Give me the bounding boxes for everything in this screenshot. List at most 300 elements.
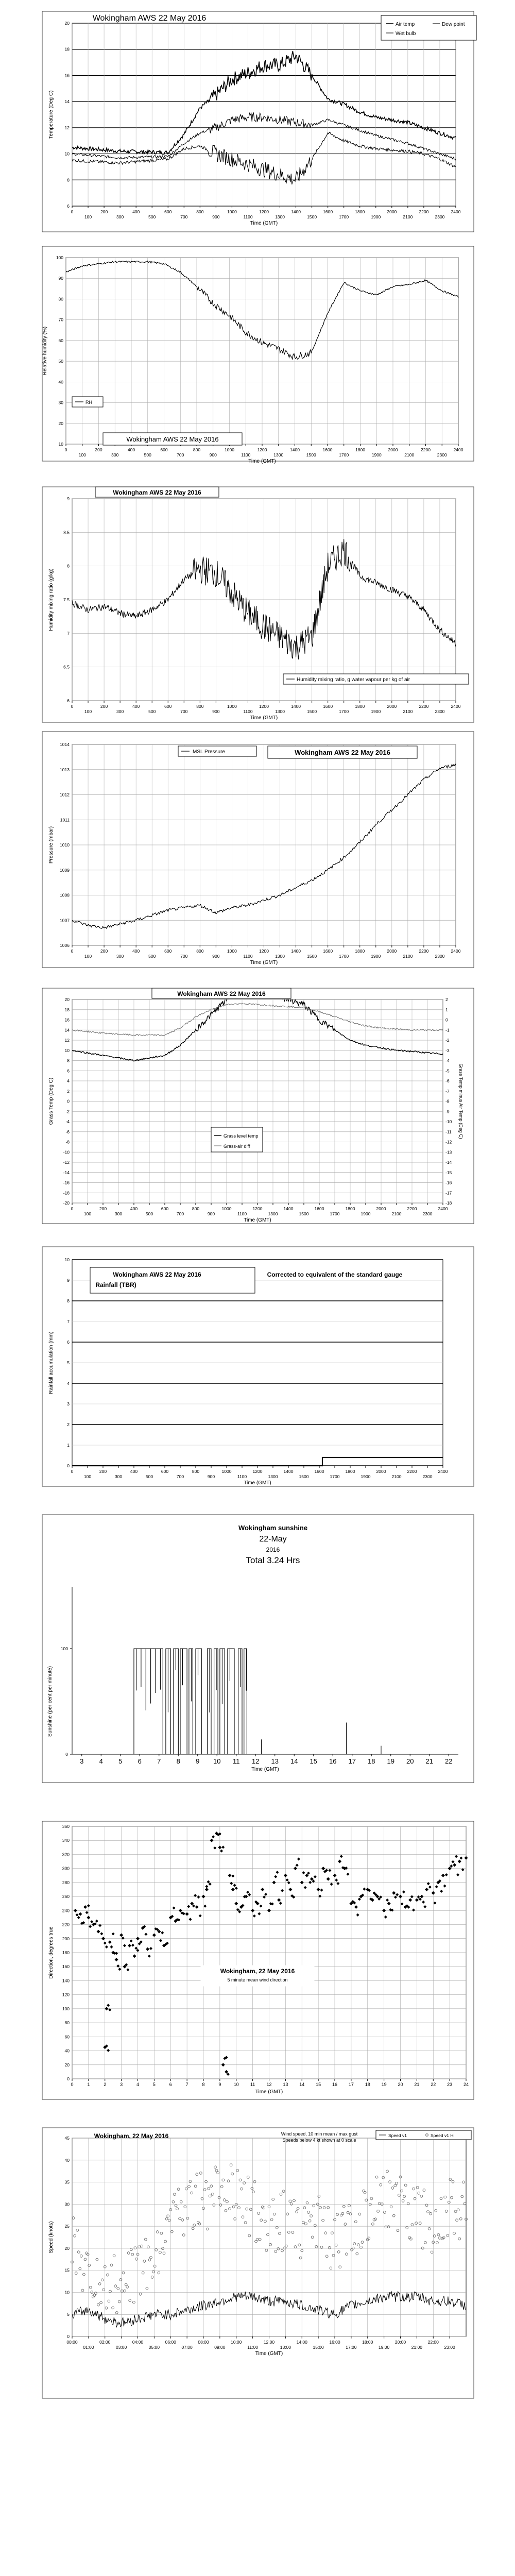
x-tick-label: 1400 <box>290 447 300 452</box>
x-tick-label: 4 <box>99 1757 103 1765</box>
x-tick-label: 200 <box>100 704 108 709</box>
y-tick-label: 90 <box>58 276 63 281</box>
chart-title: Wokingham AWS 22 May 2016 <box>295 749 390 756</box>
x-tick-label: 1500 <box>299 1474 309 1479</box>
x-tick-label: 1700 <box>339 709 349 714</box>
y-tick-label: 1010 <box>60 842 70 848</box>
x-tick-label: 2400 <box>451 209 461 214</box>
x-tick-label: 1000 <box>221 1206 232 1211</box>
y-tick-label: 5 <box>67 1360 70 1365</box>
x-tick-label: 2400 <box>438 1206 448 1211</box>
x-tick-label: 2100 <box>403 214 413 219</box>
x-tick-label: 24 <box>463 2082 469 2087</box>
y-tick-label: 140 <box>62 1978 70 1984</box>
x-tick-label: 900 <box>209 452 217 457</box>
y-tick-label: 10 <box>64 1047 70 1053</box>
x-tick-label: 1300 <box>268 1474 278 1479</box>
x-tick-label: 900 <box>207 1474 215 1479</box>
y2-tick-label: -1 <box>445 1027 450 1033</box>
x-tick-label: 600 <box>160 447 168 452</box>
x-tick-label: 300 <box>116 709 124 714</box>
x-tick-label: 6 <box>138 1757 142 1765</box>
x-tick-label: 1800 <box>345 1206 355 1211</box>
x-tick-label: 2000 <box>376 1469 386 1474</box>
x-axis-label: Time (GMT) <box>255 2351 283 2357</box>
x-tick-label: 1600 <box>314 1206 324 1211</box>
x-tick-label: 2400 <box>438 1469 448 1474</box>
x-tick-label: 1200 <box>259 948 269 954</box>
x-tick-label: 2400 <box>451 948 461 954</box>
y-tick-label: 80 <box>58 296 63 302</box>
x-tick-label: 1700 <box>330 1474 340 1479</box>
x-tick-label: 400 <box>132 704 140 709</box>
y-tick-label: 0 <box>67 1463 70 1468</box>
y-tick-label: 30 <box>64 2201 70 2207</box>
x-tick-label: 03:00 <box>115 2345 127 2350</box>
x-tick-label: 900 <box>212 214 220 219</box>
x-tick-label: 600 <box>164 209 172 214</box>
x-tick-label: 800 <box>193 447 201 452</box>
y-tick-label: -2 <box>65 1109 70 1114</box>
x-tick-label: 1700 <box>339 452 349 457</box>
y-tick-label: 10 <box>64 151 70 157</box>
x-tick-label: 17 <box>348 2082 354 2087</box>
x-tick-label: 4 <box>136 2082 140 2087</box>
y-tick-label: 2 <box>67 1422 70 1427</box>
y2-tick-label: -10 <box>445 1119 452 1124</box>
y-tick-label: 7 <box>67 631 70 636</box>
x-tick-label: 1 <box>87 2082 90 2087</box>
x-tick-label: 13:00 <box>280 2345 291 2350</box>
x-tick-label: 0 <box>64 447 67 452</box>
x-tick-label: 2300 <box>437 452 447 457</box>
x-tick-label: 23 <box>447 2082 453 2087</box>
x-tick-label: 15:00 <box>313 2345 324 2350</box>
x-tick-label: 1100 <box>241 452 251 457</box>
x-tick-label: 2000 <box>388 447 398 452</box>
x-tick-label: 16 <box>329 1757 337 1765</box>
chart-subtitle-2: Speeds below 4 kt shown at 0 scale <box>282 2138 356 2143</box>
x-tick-label: 9 <box>218 2082 221 2087</box>
chart-year: 2016 <box>266 1546 280 1553</box>
x-tick-label: 400 <box>132 209 140 214</box>
x-tick-label: 1600 <box>323 209 333 214</box>
y-tick-label: 1011 <box>60 817 70 823</box>
y-tick-label: 20 <box>64 997 70 1002</box>
x-axis-label: Time (GMT) <box>250 221 278 226</box>
x-tick-label: 20:00 <box>394 2340 406 2345</box>
x-tick-label: 09:00 <box>214 2345 226 2350</box>
y-tick-label: 8 <box>67 1298 70 1303</box>
x-tick-label: 06:00 <box>165 2340 176 2345</box>
x-tick-label: 1200 <box>252 1469 263 1474</box>
y2-axis-label: Grass Temp minus Air Temp (Deg C) <box>458 1063 464 1139</box>
y-tick-label: 4 <box>67 1078 70 1083</box>
y-tick-label: 70 <box>58 317 63 323</box>
y-tick-label: 180 <box>62 1950 70 1955</box>
chart-total: Total 3.24 Hrs <box>246 1555 300 1565</box>
y-tick-label: 340 <box>62 1838 70 1843</box>
x-tick-label: 10:00 <box>231 2340 242 2345</box>
x-tick-label: 400 <box>130 1206 138 1211</box>
y2-tick-label: -3 <box>445 1047 450 1053</box>
y-tick-label: -4 <box>65 1119 70 1124</box>
x-tick-label: 13 <box>283 2082 288 2087</box>
y-axis-label: Rainfall accumulation (mm) <box>48 1331 54 1394</box>
chart-title: Wokingham AWS 22 May 2016 <box>126 435 219 443</box>
x-tick-label: 700 <box>180 214 188 219</box>
x-tick-label: 600 <box>164 948 172 954</box>
x-tick-label: 300 <box>111 452 119 457</box>
y2-tick-label: -16 <box>445 1180 452 1185</box>
x-tick-label: 10 <box>233 2082 239 2087</box>
y2-tick-label: -12 <box>445 1139 452 1145</box>
x-tick-label: 02:00 <box>99 2340 111 2345</box>
x-axis-label: Time (GMT) <box>244 1480 271 1486</box>
x-tick-label: 05:00 <box>148 2345 160 2350</box>
y-axis-label: Direction, degrees true <box>48 1926 54 1979</box>
x-tick-label: 1300 <box>268 1211 278 1216</box>
y-tick-label: 240 <box>62 1908 70 1913</box>
x-tick-label: 100 <box>78 452 86 457</box>
x-tick-label: 900 <box>207 1211 215 1216</box>
x-tick-label: 1300 <box>275 214 285 219</box>
x-tick-label: 1000 <box>225 447 234 452</box>
y-tick-label: 18 <box>64 1007 70 1012</box>
x-axis-label: Time (GMT) <box>251 1767 279 1772</box>
y-tick-label: 280 <box>62 1879 70 1885</box>
y-tick-label: 20 <box>64 21 70 26</box>
x-tick-label: 22 <box>445 1757 453 1765</box>
y-tick-label: 0 <box>65 1752 68 1757</box>
x-tick-label: 14:00 <box>296 2340 307 2345</box>
y-tick-label: 0 <box>67 2076 70 2081</box>
y-tick-label: -14 <box>63 1170 70 1175</box>
y-tick-label: 60 <box>64 2034 70 2040</box>
x-tick-label: 2000 <box>387 704 397 709</box>
x-tick-label: 0 <box>71 948 74 954</box>
y-tick-label: 100 <box>62 2006 70 2011</box>
chart-title: Wokingham, 22 May 2016 <box>220 1968 295 1975</box>
chart-subtitle: Corrected to equivalent of the standard gauge <box>267 1271 403 1278</box>
y2-tick-label: 2 <box>445 997 448 1002</box>
x-tick-label: 1100 <box>243 709 253 714</box>
x-tick-label: 14 <box>299 2082 305 2087</box>
x-tick-label: 21:00 <box>411 2345 423 2350</box>
x-tick-label: 500 <box>145 1211 153 1216</box>
x-tick-label: 800 <box>196 948 204 954</box>
y-tick-label: 120 <box>62 1992 70 1997</box>
y-tick-label: 1009 <box>60 867 70 873</box>
x-tick-label: 2300 <box>435 954 445 959</box>
x-tick-label: 600 <box>164 704 172 709</box>
x-tick-label: 2100 <box>391 1474 402 1479</box>
x-tick-label: 1700 <box>339 214 349 219</box>
y-tick-label: 30 <box>58 400 63 405</box>
y-tick-label: -12 <box>63 1160 70 1165</box>
x-tick-label: 2100 <box>403 954 413 959</box>
x-tick-label: 800 <box>196 209 204 214</box>
x-tick-label: 1100 <box>243 214 253 219</box>
x-tick-label: 1800 <box>345 1469 355 1474</box>
x-tick-label: 1400 <box>291 704 301 709</box>
y-axis-label: Speed (knots) <box>48 2221 54 2253</box>
legend-label: RH <box>85 400 92 405</box>
x-tick-label: 500 <box>148 214 156 219</box>
x-tick-label: 19:00 <box>378 2345 390 2350</box>
x-tick-label: 2000 <box>387 948 397 954</box>
y-tick-label: -6 <box>65 1129 70 1134</box>
x-tick-label: 22 <box>431 2082 436 2087</box>
x-tick-label: 1400 <box>291 948 301 954</box>
x-tick-label: 2 <box>104 2082 107 2087</box>
chart-title: Wokingham AWS 22 May 2016 <box>113 489 201 496</box>
y-tick-label: 360 <box>62 1824 70 1829</box>
x-tick-label: 1800 <box>355 209 365 214</box>
chart-title-line2: Rainfall (TBR) <box>95 1281 136 1289</box>
x-tick-label: 1000 <box>227 948 237 954</box>
x-tick-label: 500 <box>144 452 151 457</box>
x-tick-label: 23:00 <box>444 2345 455 2350</box>
x-tick-label: 1800 <box>355 704 365 709</box>
y-tick-label: 3 <box>67 1401 70 1406</box>
x-tick-label: 2200 <box>419 704 429 709</box>
x-tick-label: 500 <box>145 1474 153 1479</box>
x-tick-label: 2100 <box>403 709 413 714</box>
x-tick-label: 07:00 <box>181 2345 193 2350</box>
y-tick-label: 14 <box>64 99 70 105</box>
x-tick-label: 1300 <box>273 452 284 457</box>
x-tick-label: 17 <box>348 1757 356 1765</box>
x-tick-label: 20 <box>398 2082 403 2087</box>
y-tick-label: 100 <box>60 1646 68 1651</box>
y-tick-label: 1 <box>67 1443 70 1448</box>
x-tick-label: 08:00 <box>198 2340 209 2345</box>
x-tick-label: 20 <box>406 1757 414 1765</box>
x-tick-label: 1500 <box>299 1211 309 1216</box>
x-tick-label: 600 <box>161 1469 169 1474</box>
x-tick-label: 19 <box>387 1757 394 1765</box>
x-tick-label: 700 <box>180 954 188 959</box>
y-tick-label: 80 <box>64 2020 70 2026</box>
x-tick-label: 1100 <box>237 1211 247 1216</box>
chart-subtitle: 22-May <box>259 1535 287 1544</box>
x-tick-label: 1500 <box>307 954 317 959</box>
x-tick-label: 1600 <box>314 1469 324 1474</box>
x-tick-label: 18:00 <box>362 2340 373 2345</box>
x-tick-label: 1600 <box>323 948 333 954</box>
y-tick-label: 1014 <box>60 742 70 747</box>
x-tick-label: 100 <box>83 1474 92 1479</box>
x-tick-label: 1500 <box>307 214 317 219</box>
y-tick-label: 1013 <box>60 767 70 772</box>
y-tick-label: -18 <box>63 1190 70 1196</box>
chart-frame-7 <box>42 1515 474 1783</box>
y2-tick-label: -15 <box>445 1170 452 1175</box>
y-axis-label: Grass Temp (Deg C) <box>48 1077 54 1125</box>
y2-tick-label: 1 <box>445 1007 448 1012</box>
x-axis-label: Time (GMT) <box>250 960 278 965</box>
y-tick-label: 10 <box>58 442 63 447</box>
x-tick-label: 2200 <box>421 447 431 452</box>
x-tick-label: 15 <box>316 2082 321 2087</box>
y-tick-label: 0 <box>67 2334 70 2339</box>
y-tick-label: 9 <box>67 1278 70 1283</box>
x-tick-label: 1700 <box>339 954 349 959</box>
x-tick-label: 01:00 <box>83 2345 94 2350</box>
x-tick-label: 3 <box>120 2082 123 2087</box>
x-tick-label: 300 <box>114 1211 123 1216</box>
y-tick-label: 16 <box>64 1017 70 1023</box>
x-tick-label: 11 <box>233 1757 240 1765</box>
x-tick-label: 1900 <box>371 954 381 959</box>
x-tick-label: 13 <box>271 1757 279 1765</box>
chart-title: Wokingham AWS 22 May 2016 <box>113 1271 201 1278</box>
y-tick-label: 25 <box>64 2224 70 2229</box>
x-tick-label: 2300 <box>422 1474 433 1479</box>
y-tick-label: 14 <box>64 1027 70 1033</box>
y-tick-label: 10 <box>64 2290 70 2295</box>
y-tick-label: 45 <box>64 2136 70 2141</box>
chart-title: Wokingham sunshine <box>238 1524 308 1532</box>
x-tick-label: 1900 <box>360 1211 371 1216</box>
x-tick-label: 11 <box>250 2082 255 2087</box>
y-tick-label: 2 <box>67 1088 70 1094</box>
x-tick-label: 500 <box>148 954 156 959</box>
y2-tick-label: 0 <box>445 1017 448 1023</box>
x-tick-label: 200 <box>100 948 108 954</box>
x-tick-label: 1000 <box>227 209 237 214</box>
x-axis-label: Time (GMT) <box>248 459 276 464</box>
x-tick-label: 400 <box>130 1469 138 1474</box>
y-tick-label: 260 <box>62 1894 70 1900</box>
chart-title: Wokingham AWS 22 May 2016 <box>92 14 207 23</box>
y-tick-label: 12 <box>64 125 70 130</box>
y-tick-label: 18 <box>64 46 70 52</box>
x-tick-label: 1400 <box>283 1206 294 1211</box>
x-tick-label: 2200 <box>419 209 429 214</box>
y-tick-label: 7 <box>67 1319 70 1324</box>
x-tick-label: 400 <box>127 447 135 452</box>
y2-tick-label: -11 <box>445 1129 452 1134</box>
legend-label: Speed v1 Hi <box>431 2133 455 2138</box>
y-tick-label: 7.5 <box>63 597 70 602</box>
x-tick-label: 19 <box>381 2082 387 2087</box>
x-tick-label: 1000 <box>221 1469 232 1474</box>
x-tick-label: 2300 <box>435 709 445 714</box>
x-tick-label: 1600 <box>323 704 333 709</box>
x-tick-label: 9 <box>196 1757 200 1765</box>
x-tick-label: 1900 <box>371 452 382 457</box>
x-tick-label: 900 <box>212 954 220 959</box>
x-tick-label: 3 <box>80 1757 84 1765</box>
x-tick-label: 1700 <box>330 1211 340 1216</box>
legend-label: Speed v1 <box>388 2133 407 2138</box>
y-tick-label: 6 <box>67 698 70 703</box>
x-tick-label: 00:00 <box>66 2340 78 2345</box>
x-tick-label: 200 <box>99 1469 107 1474</box>
y-tick-label: 35 <box>64 2179 70 2185</box>
x-tick-label: 800 <box>196 704 204 709</box>
x-tick-label: 11:00 <box>247 2345 258 2350</box>
y2-tick-label: -2 <box>445 1038 450 1043</box>
x-tick-label: 2300 <box>422 1211 433 1216</box>
chart-title: Wokingham AWS 22 May 2016 <box>177 990 266 997</box>
x-tick-label: 2200 <box>419 948 429 954</box>
x-tick-label: 1100 <box>237 1474 247 1479</box>
x-tick-label: 2400 <box>451 704 461 709</box>
y-tick-label: 1006 <box>60 943 70 948</box>
y-axis-label: Humidity mixing ratio (g/kg) <box>48 568 54 631</box>
y-tick-label: 15 <box>64 2267 70 2273</box>
x-tick-label: 0 <box>71 1206 74 1211</box>
x-tick-label: 2300 <box>435 214 445 219</box>
x-tick-label: 800 <box>192 1469 200 1474</box>
x-tick-label: 100 <box>84 954 92 959</box>
x-tick-label: 1300 <box>275 709 285 714</box>
x-axis-label: Time (GMT) <box>250 715 278 721</box>
x-tick-label: 8 <box>202 2082 205 2087</box>
y2-tick-label: -4 <box>445 1058 450 1063</box>
x-tick-label: 18 <box>365 2082 370 2087</box>
x-tick-label: 2200 <box>407 1469 417 1474</box>
x-tick-label: 12:00 <box>263 2340 275 2345</box>
x-tick-label: 1200 <box>257 447 267 452</box>
x-tick-label: 2100 <box>391 1211 402 1216</box>
x-tick-label: 2000 <box>376 1206 386 1211</box>
x-tick-label: 100 <box>83 1211 92 1216</box>
y-tick-label: 12 <box>64 1038 70 1043</box>
x-tick-label: 16:00 <box>329 2340 340 2345</box>
x-tick-label: 600 <box>161 1206 169 1211</box>
x-tick-label: 700 <box>176 1211 184 1216</box>
y-tick-label: 1007 <box>60 918 70 923</box>
x-tick-label: 700 <box>176 1474 184 1479</box>
x-tick-label: 16 <box>332 2082 338 2087</box>
y-tick-label: 10 <box>64 1257 70 1262</box>
x-tick-label: 1200 <box>259 209 269 214</box>
x-tick-label: 1900 <box>360 1474 371 1479</box>
y-tick-label: 6 <box>67 1340 70 1345</box>
x-tick-label: 1800 <box>355 948 365 954</box>
x-tick-label: 15 <box>310 1757 317 1765</box>
y2-tick-label: -13 <box>445 1149 452 1155</box>
x-tick-label: 1900 <box>371 709 381 714</box>
y-tick-label: 6.5 <box>63 664 70 670</box>
x-tick-label: 500 <box>148 709 156 714</box>
x-tick-label: 1300 <box>275 954 285 959</box>
y-tick-label: -10 <box>63 1149 70 1155</box>
x-tick-label: 21 <box>425 1757 433 1765</box>
y2-tick-label: -17 <box>445 1190 452 1196</box>
x-tick-label: 700 <box>180 709 188 714</box>
x-tick-label: 400 <box>132 948 140 954</box>
y-tick-label: -8 <box>65 1139 70 1145</box>
x-tick-label: 1800 <box>355 447 365 452</box>
y-tick-label: 20 <box>64 2062 70 2067</box>
x-tick-label: 1400 <box>291 209 301 214</box>
y-axis-label: Temperature (Deg C) <box>48 90 54 139</box>
y-tick-label: 40 <box>64 2157 70 2163</box>
x-tick-label: 8 <box>176 1757 180 1765</box>
x-tick-label: 5 <box>118 1757 123 1765</box>
x-tick-label: 1400 <box>283 1469 294 1474</box>
y2-tick-label: -5 <box>445 1068 450 1074</box>
y-tick-label: 8 <box>67 177 70 183</box>
x-tick-label: 12 <box>266 2082 272 2087</box>
y-tick-label: 320 <box>62 1852 70 1857</box>
y2-tick-label: -9 <box>445 1109 450 1114</box>
